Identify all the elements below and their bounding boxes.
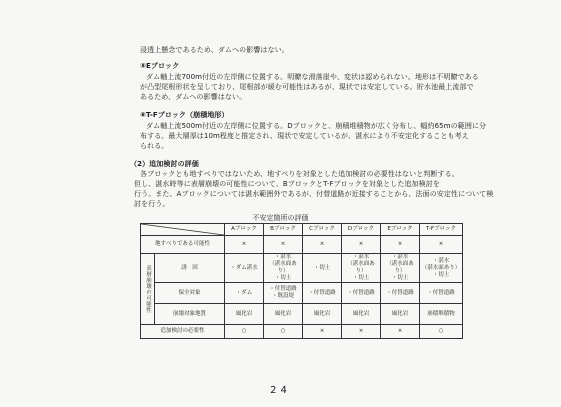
table-cell: × (381, 325, 420, 339)
table-cell: ・付替道路 ・既設堤 (264, 283, 303, 304)
table-cell: 風化岩 (303, 304, 342, 325)
column-header: Aブロック (225, 224, 264, 236)
section-2-line: 各ブロックとも地すべりではないため、地すべりを対象とした追加検討の必要性はないと判断する。 (140, 170, 459, 178)
section-2-line: 但し、湛水時等に表層崩壊の可能性について、BブロックとT-Fブロックを対象とした追加検討を (134, 180, 440, 188)
table-cell: × (303, 325, 342, 339)
section-e-line: が凸型尾根形状を呈しており、尾根部が緩む可能性はあるが、現状では安定している。貯水池最上流部で (140, 83, 474, 91)
table-cell: ○ (264, 325, 303, 339)
page-number: 24 (270, 385, 291, 396)
table-row (141, 283, 463, 304)
table-row (141, 236, 463, 254)
table-cell: × (342, 236, 381, 254)
table-cell: × (420, 236, 463, 254)
group-label: 表層崩壊の可能性 (141, 254, 155, 325)
column-header: T-Fブロック (420, 224, 463, 236)
row-label: 追加検討の必要性 (141, 325, 225, 339)
section-e-heading: ⑤Eブロック (140, 62, 180, 70)
table-row (141, 254, 463, 283)
table-caption: 不安定箇所の評価 (252, 214, 309, 222)
row-label: 誘 因 (155, 254, 225, 283)
section-tf-line: られる。 (140, 142, 169, 150)
table-cell: ○ (225, 325, 264, 339)
table-cell: ・ダム (225, 283, 264, 304)
table-cell: × (381, 236, 420, 254)
section-tf-heading: ⑥T-Fブロック（崩積地形） (140, 111, 229, 119)
column-header: Cブロック (303, 224, 342, 236)
table-cell: 風化岩 (342, 304, 381, 325)
table-cell: ○ (420, 325, 463, 339)
table-cell: ・付替道路 (303, 283, 342, 304)
table-cell: ・付替道路 (342, 283, 381, 304)
table-cell: ・湛水 （湛水面あり） ・切土 (381, 254, 420, 283)
evaluation-table (140, 223, 463, 339)
table-cell: × (303, 236, 342, 254)
section-tf-line: 布する。最大層厚は10m程度と推定され、現状で安定しているが、湛水により不安定化することも考え (140, 132, 469, 140)
column-header: Bブロック (264, 224, 303, 236)
row-label: 保全対象 (155, 283, 225, 304)
section-e-line: ダム軸上流700m付近の左岸側に位置する。明瞭な滑落崖や、変状は認められない。地形は不明瞭である (146, 73, 479, 81)
table-cell: × (342, 325, 381, 339)
section-2-heading: （2）追加検討の評価 (130, 160, 199, 168)
table-cell: × (225, 236, 264, 254)
table-row (141, 304, 463, 325)
section-2-line: 行う。また、Aブロックについては湛水範囲外であるが、付替道路が近接することから、法面の安定性について検 (134, 190, 494, 198)
table-cell: 風化岩 (264, 304, 303, 325)
section-e-line: あるため、ダムへの影響はない。 (140, 93, 247, 101)
table-cell: 崩積堆積物 (420, 304, 463, 325)
table-cell: ・切土 (303, 254, 342, 283)
row-label: 崩壊対象地質 (155, 304, 225, 325)
table-cell: 風化岩 (381, 304, 420, 325)
table-cell: ・湛水 （湛水面あり） ・切土 (342, 254, 381, 283)
table-cell: ・付替道路 (420, 283, 463, 304)
table-header-row (141, 224, 463, 236)
table-cell: ・付替道路 (381, 283, 420, 304)
row-label: 地すべりである可能性 (141, 236, 225, 254)
column-header: Eブロック (381, 224, 420, 236)
table-corner-cell (141, 224, 225, 236)
table-cell: ・湛水 （湛水面あり） ・切土 (420, 254, 463, 283)
table-cell: × (264, 236, 303, 254)
intro-paragraph: 浸透上懸念であるため、ダムへの影響はない。 (140, 46, 289, 54)
table-row (141, 325, 463, 339)
section-2-line: 討を行う。 (134, 200, 170, 208)
table-cell: 風化岩 (225, 304, 264, 325)
section-tf-line: ダム軸上流500m付近の左岸側に位置する。Dブロックと、崩積堆積物が広く分布し、幅約65mの範囲に分 (146, 122, 487, 130)
table-cell: ・ダム湛水 (225, 254, 264, 283)
column-header: Dブロック (342, 224, 381, 236)
table-cell: ・湛水 （湛水面あり） ・切土 (264, 254, 303, 283)
